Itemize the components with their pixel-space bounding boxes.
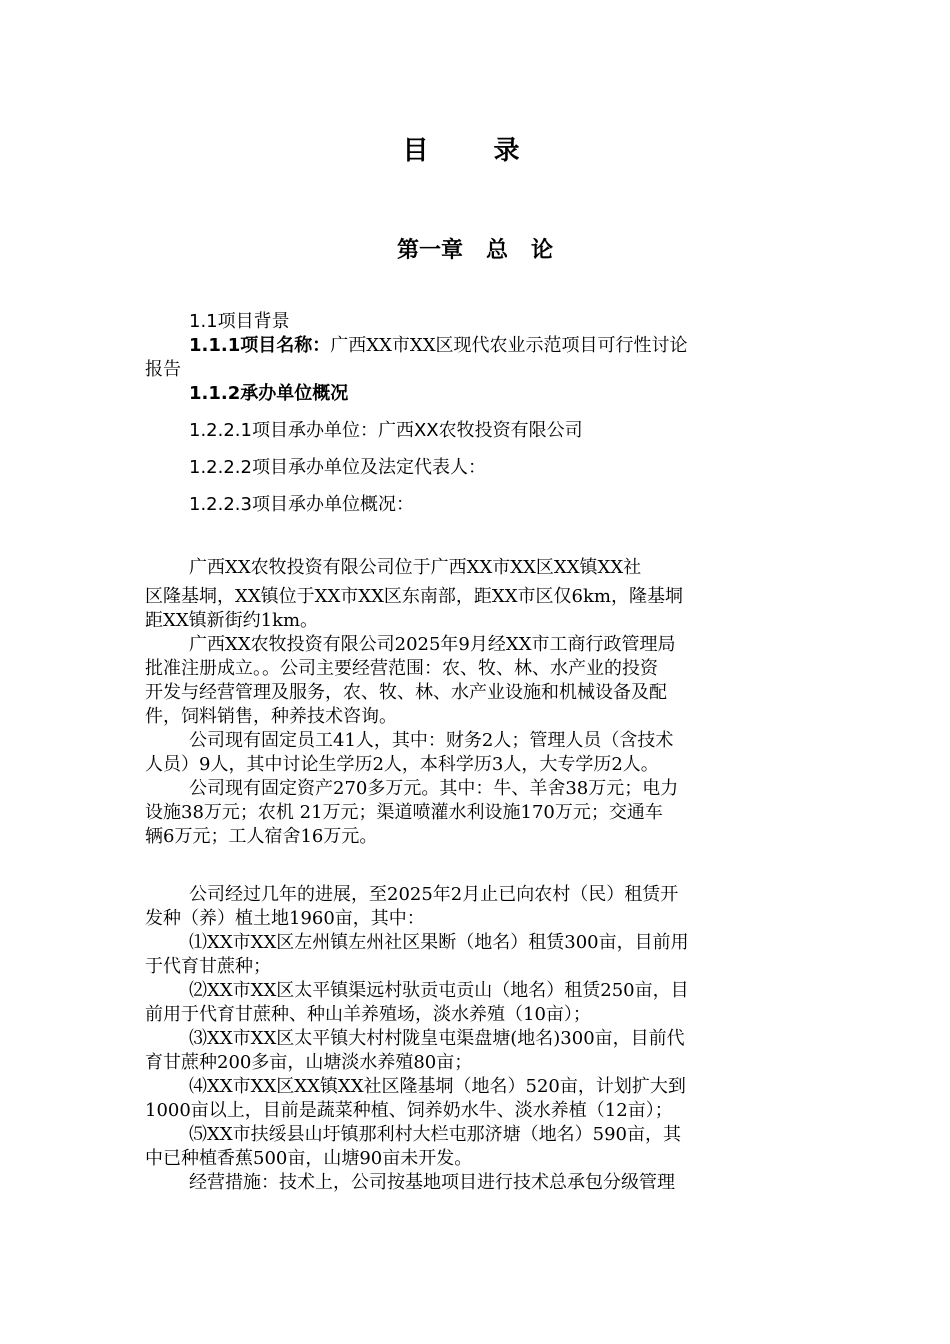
paragraph-operations: 经营措施：技术上，公司按基地项目进行技术总承包分级管理 <box>189 1172 675 1193</box>
section-1-2-2-1: 1.2.2.1项目承办单位：广西XX农牧投资有限公司 <box>189 420 583 441</box>
list-item <box>145 1075 805 1123</box>
paragraph-line: 公司现有固定员工41人，其中：财务2人；管理人员（含技术 <box>189 730 674 751</box>
list-item-line: ⑶XX市XX区太平镇大村村陇皇屯渠盘塘(地名)300亩，目前代 <box>189 1028 685 1049</box>
list-item-line: 1000亩以上，目前是蔬菜种植、饲养奶水牛、淡水养植（12亩）； <box>145 1100 673 1121</box>
list-item <box>145 1027 805 1075</box>
section-1-1-heading: 1.1项目背景 <box>189 311 290 332</box>
list-item-line: ⑴XX市XX区左州镇左州社区果断（地名）租赁300亩，目前用 <box>189 932 689 953</box>
land-list <box>145 931 805 1171</box>
list-item-line: ⑸XX市扶绥县山圩镇那利村大栏屯那济塘（地名）590亩，其 <box>189 1124 681 1145</box>
paragraph-line: 距XX镇新街约1km。 <box>145 610 319 631</box>
paragraph-registration <box>145 633 805 729</box>
project-name-value-cont: 报告 <box>145 359 181 380</box>
list-item-line: ⑵XX市XX区太平镇渠远村驮贡屯贡山（地名）租赁250亩，目 <box>189 980 689 1001</box>
section-1-2-2-2: 1.2.2.2项目承办单位及法定代表人： <box>189 457 486 478</box>
list-item-line: 育甘蔗种200多亩，山塘淡水养殖80亩； <box>145 1052 473 1073</box>
section-1-1-1 <box>145 334 805 358</box>
toc-title: 目 录 <box>402 136 548 166</box>
project-name-label: 1.1.1项目名称： <box>189 335 331 356</box>
paragraph-location <box>145 551 805 633</box>
list-item <box>145 979 805 1027</box>
paragraph-line: 人员）9人，其中讨论生学历2人，本科学历3人，大专学历2人。 <box>145 754 659 775</box>
list-item <box>145 1123 805 1171</box>
list-item <box>145 931 805 979</box>
paragraph-line: 辆6万元；工人宿舍16万元。 <box>145 826 378 847</box>
list-item-line: 于代育甘蔗种； <box>145 956 271 977</box>
project-name-value: 广西XX市XX区现代农业示范项目可行性讨论 <box>330 335 688 356</box>
paragraph-assets <box>145 777 805 849</box>
paragraph-line: 件，饲料销售，种养技术咨询。 <box>145 706 397 727</box>
section-1-1-2-heading: 1.1.2承办单位概况 <box>189 383 349 404</box>
document-body <box>145 310 805 1195</box>
list-item-line: 前用于代育甘蔗种、种山羊养殖场，淡水养殖（10亩）； <box>145 1004 591 1025</box>
paragraph-line: 开发与经营管理及服务，农、牧、林、水产业设施和机械设备及配 <box>145 682 667 703</box>
list-item-line: ⑷XX市XX区XX镇XX社区隆基垌（地名）520亩，计划扩大到 <box>189 1076 686 1097</box>
paragraph-line: 广西XX农牧投资有限公司2025年9月经XX市工商行政管理局 <box>189 634 676 655</box>
paragraph-line: 批准注册成立。。公司主要经营范围：农、牧、林、水产业的投资 <box>145 658 658 679</box>
paragraph-line: 设施38万元；农机 21万元；渠道喷灌水利设施170万元；交通车 <box>145 802 663 823</box>
section-1-2-2-3: 1.2.2.3项目承办单位概况： <box>189 494 414 515</box>
paragraph-staff <box>145 729 805 777</box>
paragraph-line: 区隆基垌，XX镇位于XX市XX区东南部，距XX市区仅6km，隆基垌 <box>145 586 683 607</box>
paragraph-line: 公司现有固定资产270多万元。其中：牛、羊舍38万元；电力 <box>189 778 679 799</box>
paragraph-line: 广西XX农牧投资有限公司位于广西XX市XX区XX镇XX社 <box>189 557 642 578</box>
list-item-line: 中已种植香蕉500亩，山塘90亩未开发。 <box>145 1148 473 1169</box>
chapter-heading: 第一章 总 论 <box>397 238 553 263</box>
paragraph-line: 公司经过几年的进展，至2025年2月止已向农村（民）租赁开 <box>189 884 679 905</box>
paragraph-line: 发种（养）植土地1960亩，其中： <box>145 908 425 929</box>
paragraph-development <box>145 883 805 931</box>
